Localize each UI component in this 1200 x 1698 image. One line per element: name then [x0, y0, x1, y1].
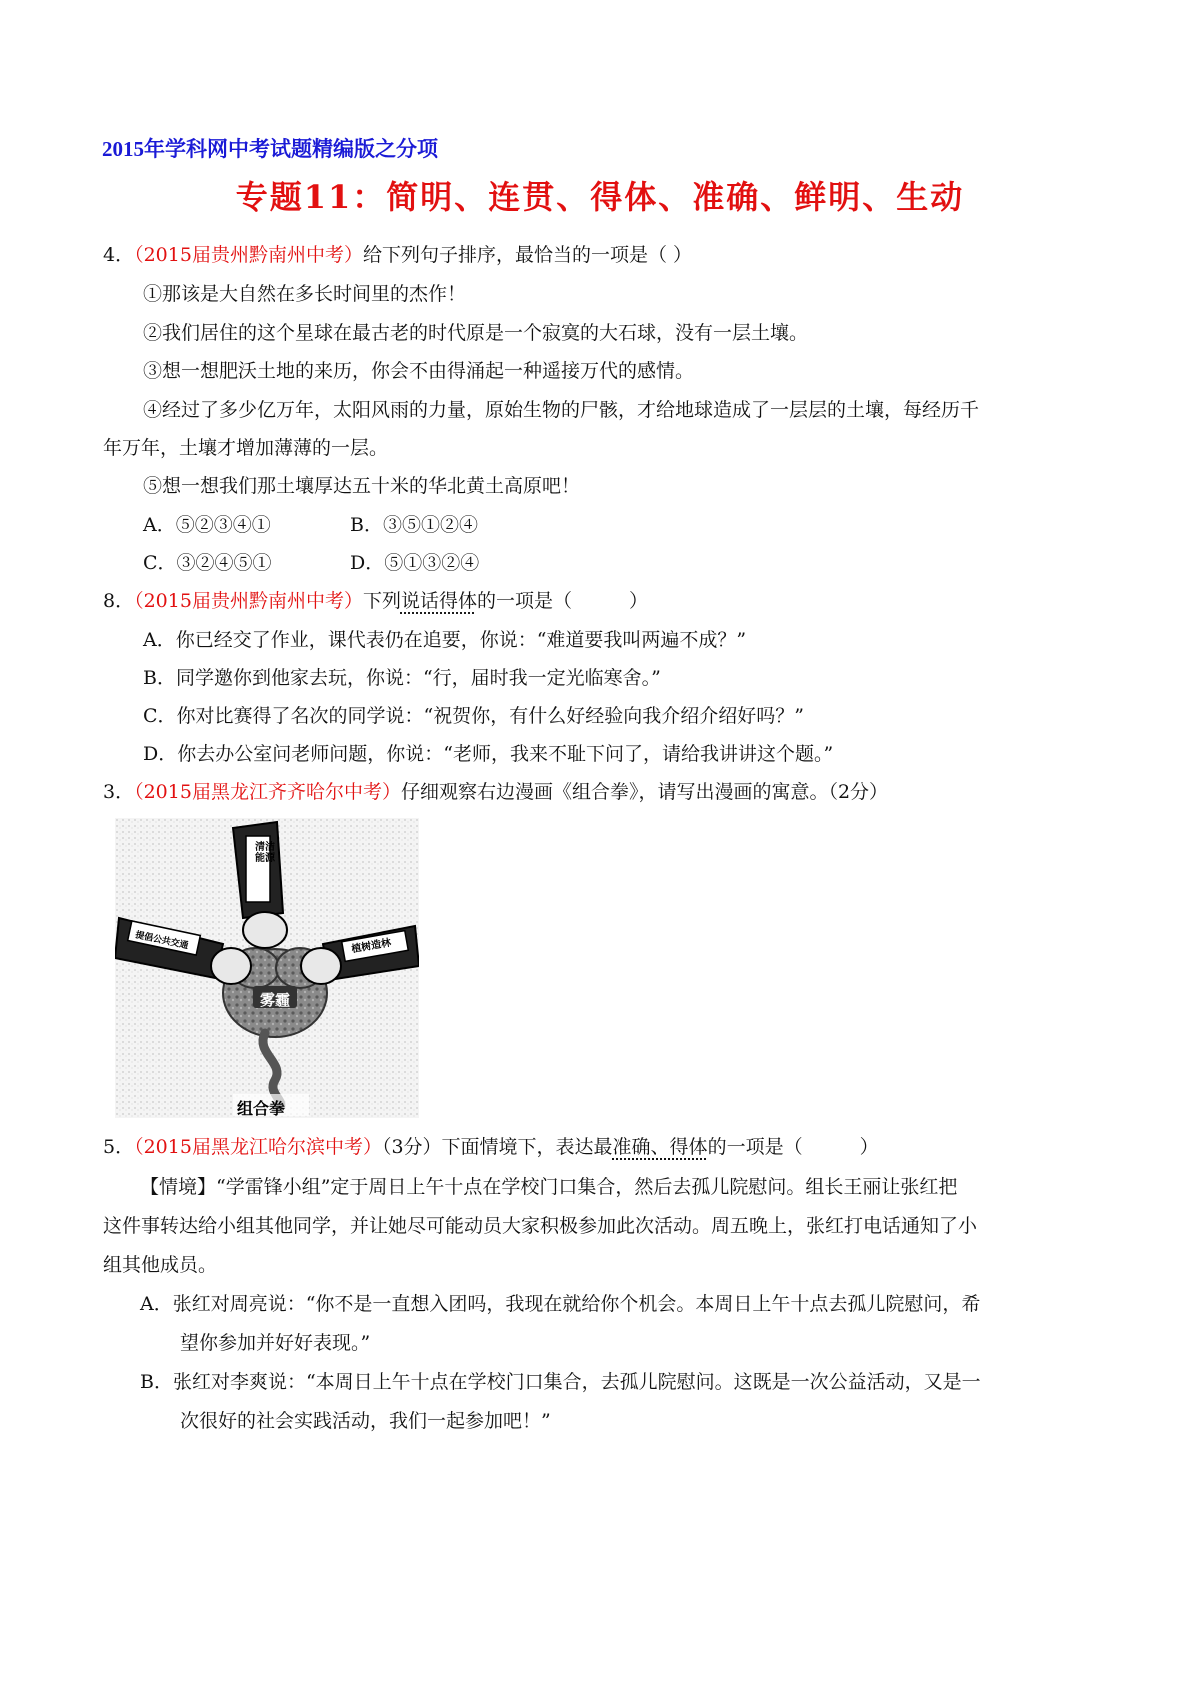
cartoon-combination-punch — [115, 818, 419, 1118]
option-c: C．你对比赛得了名次的同学说：“祝贺你，有什么好经验向我介绍介绍好吗？” — [143, 705, 804, 727]
question-stem: 给下列句子排序，最恰当的一项是（ ） — [362, 244, 692, 266]
option-b: B．③⑤①②④ — [350, 514, 478, 536]
question-stem-before: 下列 — [362, 590, 401, 612]
context-line-3: 组其他成员。 — [103, 1254, 218, 1276]
context-line-1: 【情境】“学雷锋小组”定于周日上午十点在学校门口集合，然后去孤儿院慰问。组长王丽让张红把 — [140, 1176, 958, 1198]
question-number: 3． — [103, 781, 135, 803]
context-line-2: 这件事转达给小组其他同学，并让她尽可能动员大家积极参加此次活动。周五晚上，张红打电话通知了小 — [103, 1215, 978, 1237]
question-stem-emphasis: 说话得体 — [400, 590, 477, 612]
option-b-cont: 次很好的社会实践活动，我们一起参加吧！” — [180, 1410, 551, 1432]
fist-label-top: 清洁能源 — [255, 842, 275, 864]
question-source: （2015届贵州黔南州中考） — [134, 244, 363, 266]
question-number: 8． — [103, 590, 135, 612]
smog-label: 雾霾 — [260, 991, 291, 1009]
option-d: D．你去办公室问老师问题，你说：“老师，我来不耻下问了，请给我讲讲这个题。” — [143, 743, 834, 765]
question-number: 4． — [103, 244, 135, 266]
option-a-cont: 望你参加并好好表现。” — [180, 1332, 371, 1354]
question-stem-before: （3分）下面情境下，表达最 — [381, 1136, 613, 1158]
question-stem-after: 的一项是（ ） — [707, 1136, 879, 1158]
question-source: （2015届黑龙江齐齐哈尔中考） — [134, 781, 401, 803]
topic-title: 专题11：简明、连贯、得体、准确、鲜明、生动 — [235, 178, 965, 216]
question-5-heading — [103, 1135, 879, 1159]
fist-label-right: 植树造林 — [350, 937, 392, 956]
question-3-heading — [103, 780, 888, 804]
fist-label-left: 提倡公共交通 — [134, 930, 190, 952]
question-8-heading — [103, 589, 648, 613]
sentence-5: ⑤想一想我们那土壤厚达五十米的华北黄土高原吧！ — [143, 475, 581, 497]
option-a: A．⑤②③④① — [143, 514, 271, 536]
question-number: 5． — [103, 1136, 135, 1158]
option-d: D．⑤①③②④ — [350, 552, 480, 574]
question-4-heading — [103, 243, 692, 267]
sentence-1: ①那该是大自然在多长时间里的杰作！ — [143, 283, 467, 305]
question-stem-after: 的一项是（ ） — [476, 590, 648, 612]
sentence-4-cont: 年万年，土壤才增加薄薄的一层。 — [103, 437, 389, 459]
question-source: （2015届贵州黔南州中考） — [134, 590, 363, 612]
option-c: C．③②④⑤① — [143, 552, 272, 574]
option-a: A．张红对周亮说：“你不是一直想入团吗，我现在就给你个机会。本周日上午十点去孤儿院慰问，希 — [140, 1293, 981, 1315]
cartoon-caption: 组合拳 — [237, 1099, 286, 1118]
question-stem: 仔细观察右边漫画《组合拳》，请写出漫画的寓意。（2分） — [400, 781, 889, 803]
question-source: （2015届黑龙江哈尔滨中考） — [134, 1136, 382, 1158]
option-b: B．张红对李爽说：“本周日上午十点在学校门口集合，去孤儿院慰问。这既是一次公益活动，又是一 — [140, 1371, 981, 1393]
sentence-4: ④经过了多少亿万年，太阳风雨的力量，原始生物的尸骸，才给地球造成了一层层的土壤，每经历千 — [143, 399, 980, 421]
question-stem-emphasis: 准确、得体 — [612, 1136, 708, 1158]
series-title: 2015年学科网中考试题精编版之分项 — [102, 137, 438, 161]
option-b: B．同学邀你到他家去玩，你说：“行，届时我一定光临寒舍。” — [143, 667, 661, 689]
sentence-2: ②我们居住的这个星球在最古老的时代原是一个寂寞的大石球，没有一层土壤。 — [143, 322, 809, 344]
option-a: A．你已经交了作业，课代表仍在追要，你说：“难道要我叫两遍不成？” — [143, 629, 747, 651]
sentence-3: ③想一想肥沃土地的来历，你会不由得涌起一种遥接万代的感情。 — [143, 360, 695, 382]
